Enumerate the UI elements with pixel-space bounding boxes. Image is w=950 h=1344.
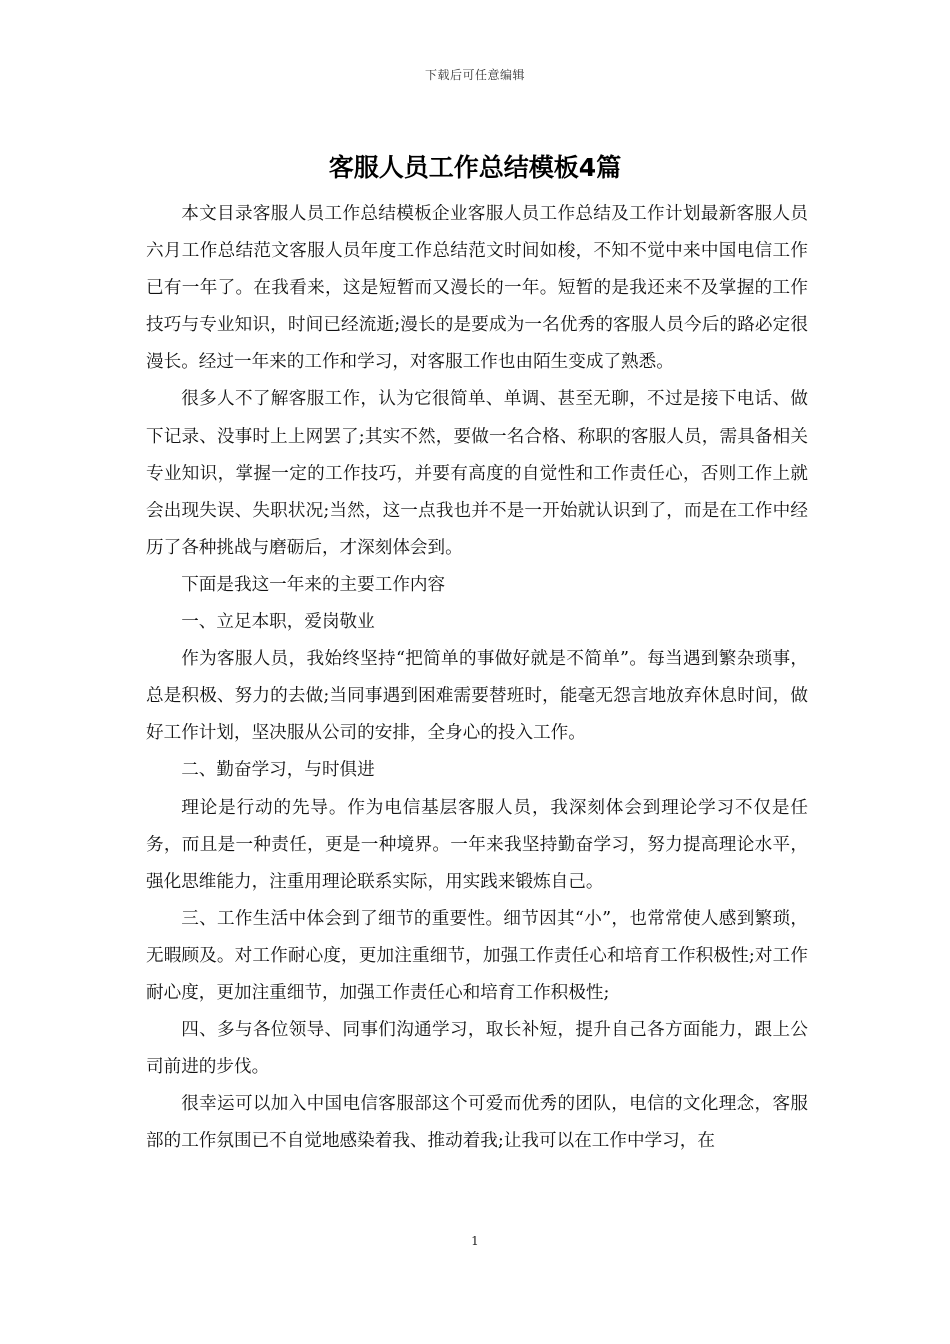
section-heading: 二、勤奋学习，与时俱进: [181, 760, 375, 781]
paragraph: 很多人不了解客服工作，认为它很简单、单调、甚至无聊，不过是接下电话、做下记录、没事时上上网罢了;其实不然，要做一名合格、称职的客服人员，需具备相关专业知识，掌握一定的工作技巧，并要有高度的自觉性和工作责任心，否则工作上就会出现失误、失职状况;当然，这一点我也并不是一开始就认识到了，而是在工作中经历了各种挑战与磨砺后，才深刻体会到。: [146, 389, 808, 558]
paragraph: 本文目录客服人员工作总结模板企业客服人员工作总结及工作计划最新客服人员六月工作总结范文客服人员年度工作总结范文时间如梭，不知不觉中来中国电信工作已有一年了。在我看来，这是短暂而又漫长的一年。短暂的是我还来不及掌握的工作技巧与专业知识，时间已经流逝;漫长的是要成为一名优秀的客服人员今后的路必定很漫长。经过一年来的工作和学习，对客服工作也由陌生变成了熟悉。: [146, 204, 808, 373]
paragraph: 下面是我这一年来的主要工作内容: [181, 574, 446, 595]
document-title: 客服人员工作总结模板4篇: [328, 153, 622, 182]
paragraph: 很幸运可以加入中国电信客服部这个可爱而优秀的团队，电信的文化理念，客服部的工作氛围已不自觉地感染着我、推动着我;让我可以在工作中学习，在: [146, 1094, 808, 1152]
section-heading: 一、立足本职，爱岗敬业: [181, 612, 375, 633]
paragraph: 作为客服人员，我始终坚持“把简单的事做好就是不简单”。每当遇到繁杂琐事，总是积极、努力的去做;当同事遇到困难需要替班时，能毫无怨言地放弃休息时间，做好工作计划，坚决服从公司的安排，全身心的投入工作。: [146, 649, 808, 744]
paragraph: 理论是行动的先导。作为电信基层客服人员，我深刻体会到理论学习不仅是任务，而且是一种责任，更是一种境界。一年来我坚持勤奋学习，努力提高理论水平，强化思维能力，注重用理论联系实际，用实践来锻炼自己。: [146, 797, 808, 892]
header-note: 下载后可任意编辑: [424, 68, 525, 82]
paragraph: 三、工作生活中体会到了细节的重要性。细节因其“小”，也常常使人感到繁琐，无暇顾及。对工作耐心度，更加注重细节，加强工作责任心和培育工作积极性;对工作耐心度，更加注重细节，加强工作责任心和培育工作积极性;: [146, 908, 808, 1003]
document-body: [146, 196, 808, 1160]
paragraph: 四、多与各位领导、同事们沟通学习，取长补短，提升自己各方面能力，跟上公司前进的步伐。: [146, 1020, 808, 1078]
page-number: 1: [471, 1234, 479, 1248]
